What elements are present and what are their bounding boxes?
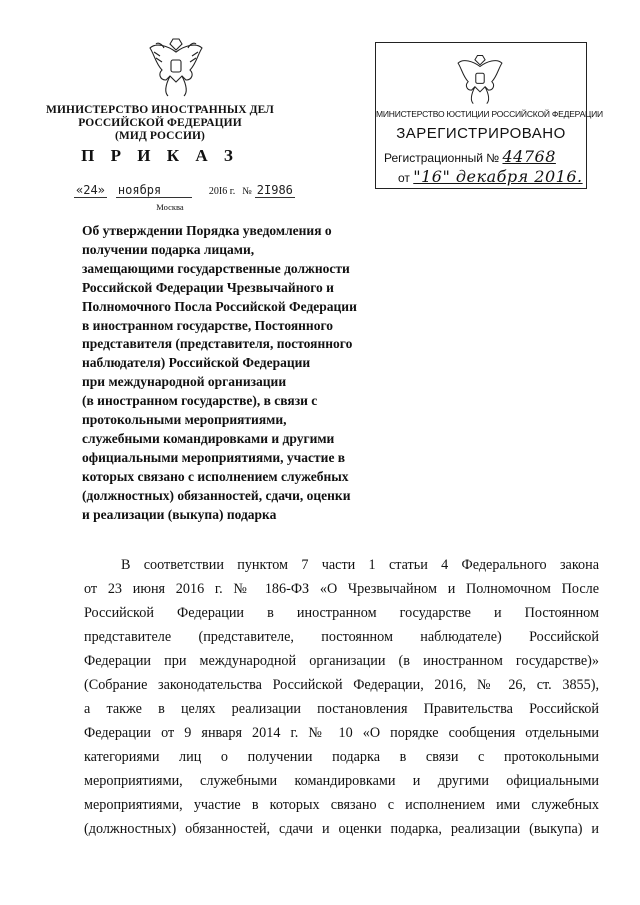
stamp-emblem	[454, 53, 506, 107]
body-line: категориями лиц о получении подарка в связи с протокольными	[84, 749, 599, 765]
body-line: Федерации от 9 января 2014 г. № 10 «О порядке сообщения отдельными	[84, 725, 599, 741]
title-line: замещающими государственные должности	[82, 260, 350, 276]
stamp-regno-label: Регистрационный №	[384, 151, 500, 165]
title-line: Российской Федерации Чрезвычайного и	[82, 279, 334, 295]
body-line: В соответствии пунктом 7 части 1 статьи 4 Федерального закона	[121, 557, 599, 573]
stamp-ministry-text: МИНИСТЕРСТВО ЮСТИЦИИ РОССИЙСКОЙ ФЕДЕРАЦИИ	[376, 109, 603, 119]
title-line: в иностранном государстве, Постоянного	[82, 317, 333, 333]
order-day: «24»	[76, 183, 105, 197]
title-line: при международной организации	[82, 374, 287, 390]
order-heading: П Р И К А З	[81, 146, 239, 165]
ministry-line-2: РОССИЙСКОЙ ФЕДЕРАЦИИ	[78, 117, 242, 129]
stamp-date-prefix: от	[398, 171, 410, 185]
title-line: (в иностранном государстве), в связи с	[82, 393, 318, 409]
order-month: ноября	[116, 183, 192, 198]
body-line: представителе (представителе, постоянном наблюдателе) Российской	[84, 629, 599, 645]
title-line: служебными командировками и другими	[82, 430, 335, 446]
ministry-line-1: МИНИСТЕРСТВО ИНОСТРАННЫХ ДЕЛ	[46, 104, 274, 116]
body-line: Российской Федерации в иностранном государстве и Постоянном	[84, 605, 599, 621]
stamp-date-value: "16" декабря 2016.	[413, 167, 583, 186]
order-number-prefix: №	[242, 186, 252, 197]
title-line: официальными мероприятиями, участие в	[82, 449, 346, 465]
registration-stamp	[375, 42, 603, 189]
body-line: Федерации при международной организации (в иностранном государстве)»	[84, 653, 599, 669]
body-line: от 23 июня 2016 г. № 186-ФЗ «О Чрезвычайном и Полномочном После	[84, 581, 599, 597]
order-date-number	[74, 183, 295, 198]
body-line: (должностных) обязанностей, сдачи и оценки подарка, реализации (выкупа) и	[84, 821, 599, 837]
city-label: Москва	[156, 202, 184, 212]
title-line: и реализации (выкупа) подарка	[82, 506, 277, 522]
title-line: протокольными мероприятиями,	[82, 412, 287, 428]
order-number: 2I986	[256, 183, 293, 197]
title-line: которых связано с исполнением служебных	[82, 468, 349, 484]
title-line: наблюдателя) Российской Федерации	[82, 355, 311, 371]
ministry-line-3: (МИД РОССИИ)	[115, 130, 205, 142]
body-line: а также в целях реализации постановления Правительства Российской	[84, 701, 599, 717]
stamp-registration-date	[398, 167, 583, 186]
body-line: мероприятиями, участие в которых связано с исполнением ими служебных	[84, 797, 599, 813]
order-year: 20I6 г.	[208, 186, 236, 197]
coat-of-arms-emblem	[146, 36, 206, 100]
stamp-registration-number	[384, 147, 556, 166]
stamp-registered-text: ЗАРЕГИСТРИРОВАНО	[396, 125, 566, 142]
title-line: Полномочного Посла Российской Федерации	[82, 298, 357, 314]
body-line: (Собрание законодательства Российской Федерации, 2016, № 26, ст. 3855),	[84, 677, 599, 693]
title-line: Об утверждении Порядка уведомления о	[82, 223, 332, 238]
ministry-name	[40, 104, 280, 143]
document-title	[82, 222, 402, 525]
title-line: (должностных) обязанностей, сдачи, оценки	[82, 487, 351, 503]
title-line: получении подарка лицами,	[82, 241, 255, 257]
body-line: мероприятиями, служебными командировками и другими официальными	[84, 773, 599, 789]
stamp-regno-value: 44768	[502, 147, 556, 166]
title-line: представителя (представителя, постоянного	[82, 336, 353, 352]
document-body	[84, 553, 599, 841]
